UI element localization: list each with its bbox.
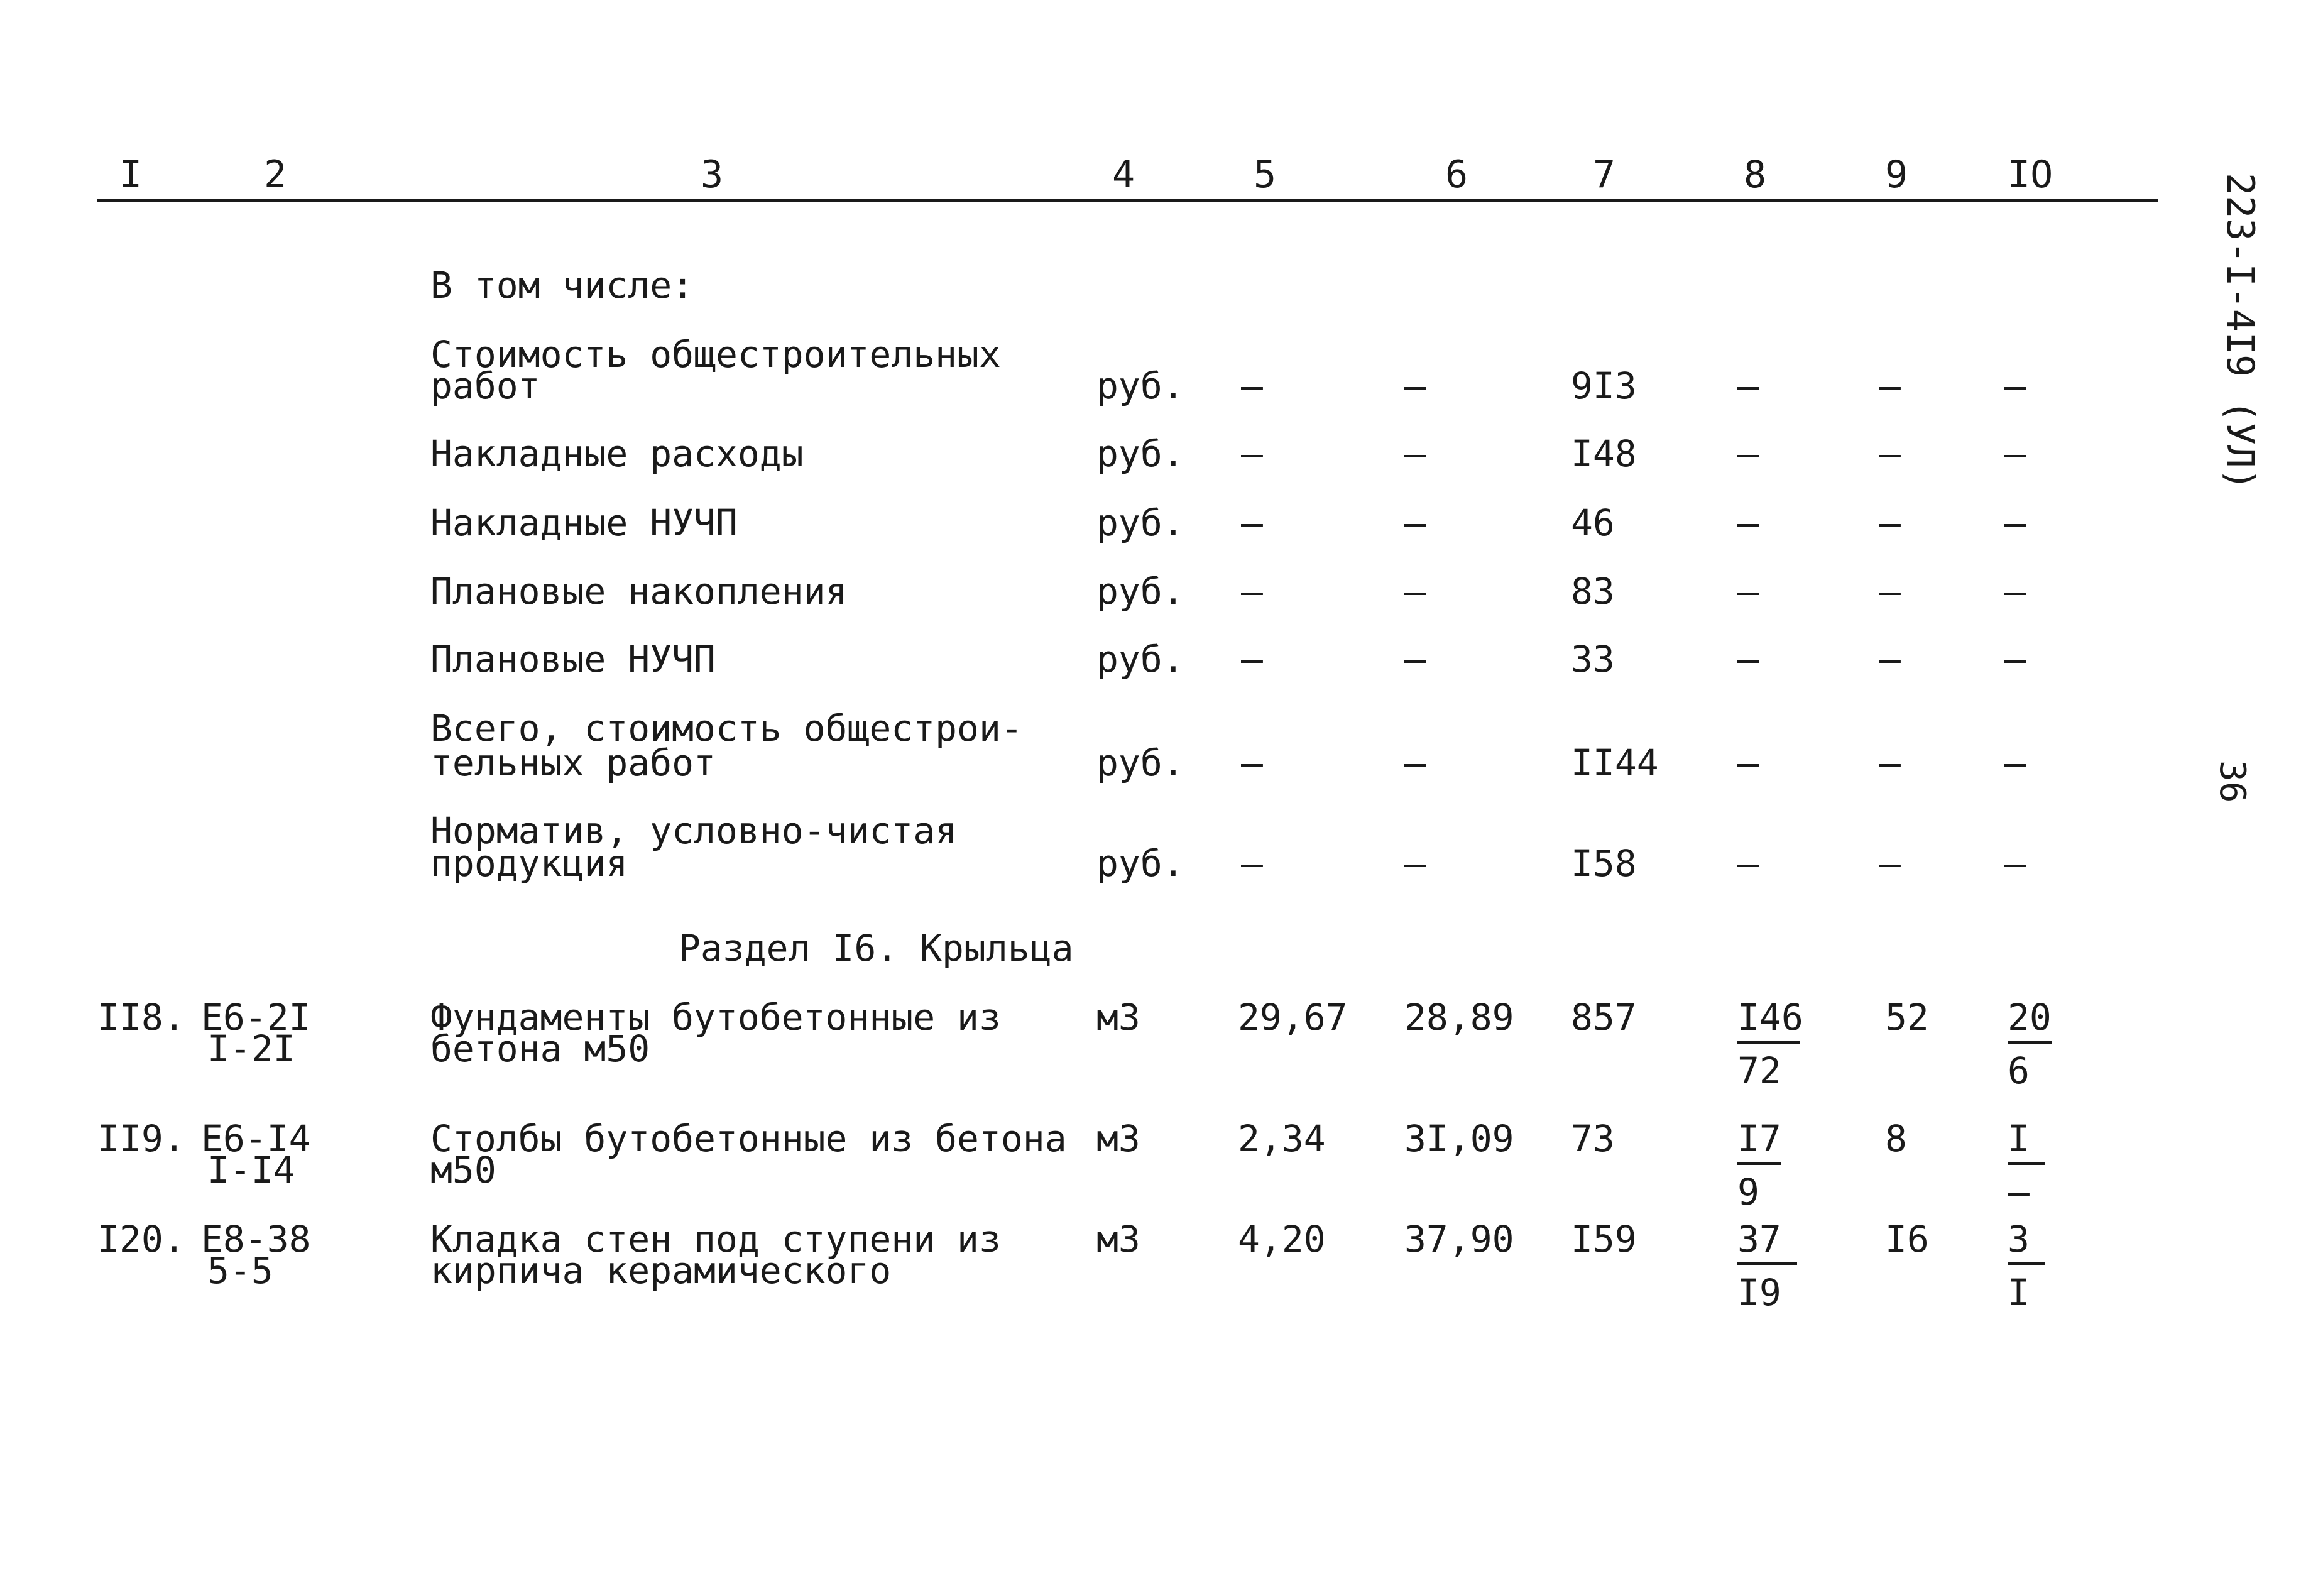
item-unit: м3 [1096,996,1140,1039]
row-col9: – [1879,741,1901,784]
item-col5: 4,20 [1238,1218,1326,1260]
row-label-line1: Накладные НУЧП [430,501,738,544]
col-header-6: 6 [1445,153,1468,197]
row-col7: 83 [1571,570,1615,613]
row-col5: – [1241,501,1263,544]
item-number: II8. [97,996,185,1039]
item-col6: 3I,09 [1404,1117,1514,1160]
row-col6: – [1404,501,1426,544]
item-col9: 8 [1885,1117,1907,1160]
col-header-5: 5 [1254,153,1277,197]
row-unit: руб. [1096,638,1184,680]
col-header-3: 3 [701,153,724,197]
fraction-numerator: 20 [2008,999,2052,1044]
row-col5: – [1241,364,1263,407]
row-col10: – [2004,364,2026,407]
item-desc-line1: Фундаменты бутобетонные из [430,996,1001,1039]
item-desc-line2: бетона м50 [430,1027,650,1070]
col-header-8: 8 [1744,153,1767,197]
row-col9: – [1879,432,1901,475]
row-label-line1: Плановые накопления [430,570,848,613]
item-col6: 37,90 [1404,1218,1514,1260]
item-col8-fraction [1737,1218,1797,1314]
row-col8: – [1737,570,1759,613]
item-col5: 2,34 [1238,1117,1326,1160]
fraction-numerator: I [2008,1120,2045,1165]
row-unit: руб. [1096,432,1184,475]
item-col9: I6 [1885,1218,1929,1260]
row-col9: – [1879,638,1901,680]
fraction-denominator: – [2008,1171,2030,1213]
row-col6: – [1404,638,1426,680]
item-col5: 29,67 [1238,996,1348,1039]
row-col10: – [2004,501,2026,544]
fraction-denominator: I [2008,1271,2030,1314]
row-col5: – [1241,638,1263,680]
row-col8: – [1737,842,1759,885]
row-unit: руб. [1096,842,1184,885]
row-col8: – [1737,741,1759,784]
item-col7: 857 [1571,996,1637,1039]
fraction-numerator: I46 [1737,999,1800,1044]
fraction-denominator: 72 [1737,1049,1781,1092]
fraction-denominator: 6 [2008,1049,2030,1092]
fraction-numerator: 3 [2008,1221,2045,1265]
item-desc-line1: Кладка стен под ступени из [430,1218,1001,1260]
fraction-numerator: 37 [1737,1221,1797,1265]
fraction-denominator: 9 [1737,1171,1759,1213]
row-unit: руб. [1096,570,1184,613]
row-col6: – [1404,741,1426,784]
document-code: 223-I-4I9 (УЛ) [2218,173,2262,491]
row-col10: – [2004,638,2026,680]
col-header-2: 2 [264,153,287,197]
fraction-denominator: I9 [1737,1271,1781,1314]
item-code-line2: I-I4 [207,1149,295,1191]
row-label-line2: работ [430,364,540,407]
row-col6: – [1404,432,1426,475]
item-col9: 52 [1885,996,1929,1039]
col-header-4: 4 [1112,153,1135,197]
item-unit: м3 [1096,1218,1140,1260]
row-col8: – [1737,432,1759,475]
row-col9: – [1879,501,1901,544]
row-unit: руб. [1096,501,1184,544]
row-label-line1: Накладные расходы [430,432,804,475]
item-col7: 73 [1571,1117,1615,1160]
section-title: Раздел I6. Крыльца [679,927,1074,970]
subtotal-intro: В том числе: [430,264,694,307]
row-col5: – [1241,570,1263,613]
page-number: 36 [2212,760,2253,803]
row-col10: – [2004,741,2026,784]
row-col9: – [1879,364,1901,407]
item-number: II9. [97,1117,185,1160]
row-col8: – [1737,638,1759,680]
item-col10-fraction [2008,1117,2045,1213]
row-col10: – [2004,842,2026,885]
item-code-line1: Е6-2I [201,996,311,1039]
row-unit: руб. [1096,741,1184,784]
col-header-7: 7 [1593,153,1616,197]
row-label-line2: тельных работ [430,741,716,784]
row-col7: I58 [1571,842,1637,885]
item-desc-line2: кирпича керамического [430,1249,892,1292]
item-col8-fraction [1737,1117,1781,1213]
row-col7: 9I3 [1571,364,1637,407]
col-header-10: IO [2008,153,2053,197]
fraction-numerator: I7 [1737,1120,1781,1165]
row-label-line1: Плановые НУЧП [430,638,716,680]
item-code-line1: Е6-I4 [201,1117,311,1160]
item-col6: 28,89 [1404,996,1514,1039]
row-label-line1: Стоимость общестроительных [430,333,1001,376]
header-rule [97,199,2158,202]
col-header-9: 9 [1885,153,1908,197]
row-col9: – [1879,570,1901,613]
item-col10-fraction [2008,996,2052,1092]
item-desc-line1: Столбы бутобетонные из бетона [430,1117,1067,1160]
item-col8-fraction [1737,996,1803,1092]
item-code-line2: 5-5 [207,1249,273,1292]
row-col6: – [1404,570,1426,613]
row-col10: – [2004,570,2026,613]
row-col5: – [1241,842,1263,885]
item-col7: I59 [1571,1218,1637,1260]
row-col6: – [1404,842,1426,885]
row-unit: руб. [1096,364,1184,407]
row-col7: 46 [1571,501,1615,544]
item-unit: м3 [1096,1117,1140,1160]
row-label-line1: Норматив, условно-чистая [430,809,958,852]
row-col10: – [2004,432,2026,475]
row-col6: – [1404,364,1426,407]
row-col8: – [1737,364,1759,407]
row-col8: – [1737,501,1759,544]
item-code-line1: Е8-38 [201,1218,311,1260]
row-col9: – [1879,842,1901,885]
item-col10-fraction [2008,1218,2045,1314]
row-col7: 33 [1571,638,1615,680]
item-desc-line2: м50 [430,1149,496,1191]
item-number: I20. [97,1218,185,1260]
row-col5: – [1241,741,1263,784]
row-label-line1: Всего, стоимость общестрои- [430,707,1023,750]
col-header-1: I [119,153,143,197]
row-label-line2: продукция [430,842,628,885]
row-col7: II44 [1571,741,1659,784]
item-code-line2: I-2I [207,1027,295,1070]
row-col5: – [1241,432,1263,475]
row-col7: I48 [1571,432,1637,475]
